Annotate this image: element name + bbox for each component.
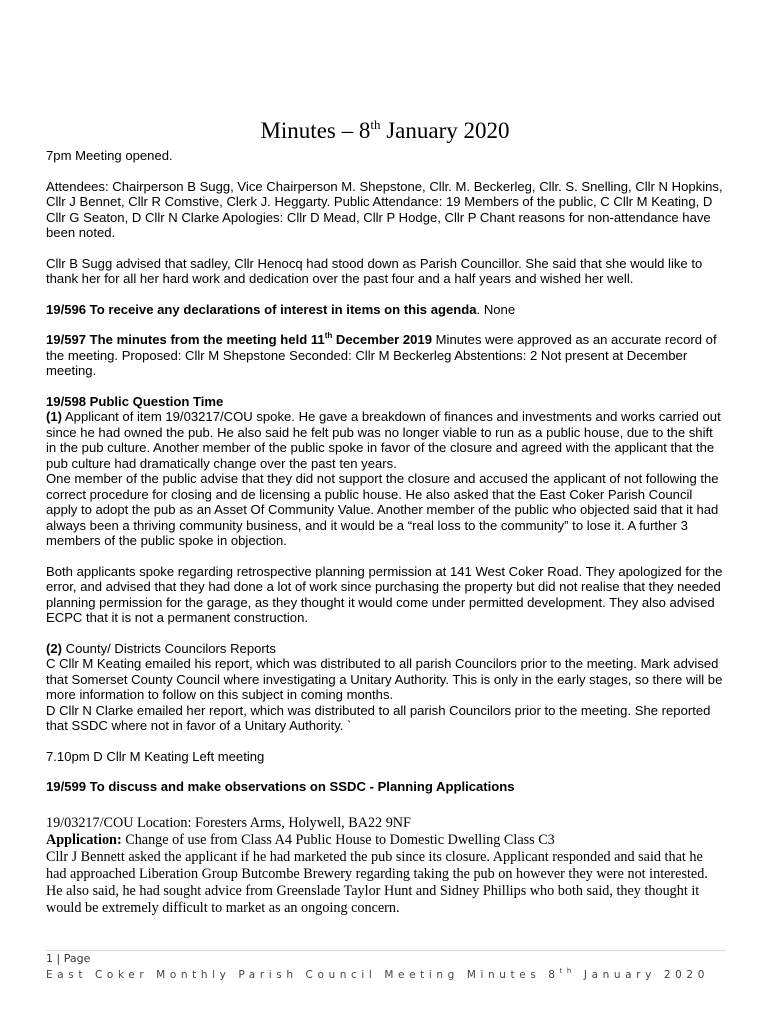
planning-application xyxy=(46,815,726,917)
page-number: 1 xyxy=(46,952,53,965)
item-598-p3 xyxy=(46,641,726,734)
title-sup: th xyxy=(370,117,381,132)
item-598-p1-more: One member of the public advise that they did not support the closure and accused the applicant of not following the correct procedure for closing and de licensing a public house. He also asked that the East Coker Parish Council apply to adopt the pub as an Asset Of Community Value. Another member of the public who objected said that it had always been a thriving community business, and it would be a “real loss to the community” to lose it. A further 3 members of the public spoke in objection. xyxy=(46,471,719,548)
application-text: Change of use from Class A4 Public House to Domestic Dwelling Class C3 xyxy=(121,831,555,848)
title-text-rest: January 2020 xyxy=(380,118,510,143)
minutes-body xyxy=(46,148,726,917)
page-footer xyxy=(46,950,726,983)
page-label: Page xyxy=(63,952,91,965)
attendees: Attendees: Chairperson B Sugg, Vice Chairperson M. Shepstone, Cllr. M. Beckerleg, Cllr. S. Snelling, Cllr N Hopkins, Cllr J Bennet, Cllr R Comstive, Clerk J. Heggarty. Public Attendance: 19 Members of the public, C Cllr M Keating, D Cllr G Seaton, D Cllr N Clarke Apologies: Cllr D Mead, Cllr P Hodge, Cllr P Chant reasons for non-attendance have been noted. xyxy=(46,178,723,240)
page-separator: | xyxy=(53,952,64,965)
item-598-p3-text: County/ Districts Councilors Reports xyxy=(62,640,276,656)
footer-title-a: East Coker Monthly Parish Council Meeting Minutes 8 xyxy=(46,969,560,981)
item-599 xyxy=(46,779,726,795)
item-597-heading-a: 19/597 The minutes from the meeting held 11 xyxy=(46,332,325,347)
page-title xyxy=(0,118,770,144)
page-number-line xyxy=(46,951,726,967)
left-meeting: 7.10pm D Cllr M Keating Left meeting xyxy=(46,748,265,764)
planning-ref: 19/03217/COU Location: Foresters Arms, Holywell, BA22 9NF xyxy=(46,814,411,831)
footer-title-sup: th xyxy=(559,967,576,975)
item-596-heading: 19/596 To receive any declarations of interest in items on this agenda xyxy=(46,301,477,317)
application-discussion: Cllr J Bennett asked the applicant if he had marketed the pub since its closure. Applicant responded and said that he had approached Liberation Group Butcombe Brewery regarding taking the pub on however they were not interested. He also said, he had sought advice from Greenslade Taylor Hunt and Sidney Phillips who both said, they thought it would be extremely difficult to market as an ongoing concern. xyxy=(46,848,708,916)
chair-statement: Cllr B Sugg advised that sadley, Cllr Henocq had stood down as Parish Councillor. She said that she would like to thank her for all her hard work and dedication over the past four and a half years and wished her well. xyxy=(46,255,703,286)
item-597-heading-b: December 2019 xyxy=(332,332,432,347)
item-598-num-2: (2) xyxy=(46,640,63,656)
item-597 xyxy=(46,332,726,379)
item-598-p1-text: Applicant of item 19/03217/COU spoke. He gave a breakdown of finances and investments and works carried out since he had owned the pub. He also said he felt pub was no longer viable to run as a public house, due to the shift in the pub culture. Another member of the public spoke in favor of the closure and agreed with the applicant that the pub culture had dramatically change over the past ten years. xyxy=(46,409,721,471)
item-598 xyxy=(46,394,726,549)
item-596-text: . None xyxy=(476,301,516,317)
application-label: Application: xyxy=(46,831,122,848)
title-text: Minutes – 8 xyxy=(260,118,371,143)
item-597-text: Minutes were approved as an accurate record of the meeting. Proposed: Cllr M Shepstone Seconded: Cllr M Beckerleg Abstentions: 2 Not present at December meeting. xyxy=(46,332,717,378)
meeting-opened: 7pm Meeting opened. xyxy=(46,148,173,163)
item-599-heading: 19/599 To discuss and make observations on SSDC - Planning Applications xyxy=(46,779,515,794)
item-598-p3-line2: C Cllr M Keating emailed his report, which was distributed to all parish Councilors prior to the meeting. Mark advised that Somerset County Council where investigating a Unitary Authority. This is only in the early stages, so there will be more information to follow on this subject in coming months. xyxy=(46,656,723,702)
item-597-sup: th xyxy=(324,331,333,340)
item-598-p2: Both applicants spoke regarding retrospective planning permission at 141 West Coker Road. They apologized for the error, and advised that they had done a lot of work since purchasing the property but did not realise that they needed planning permission for the garage, as they thought it would come under permitted development. They also advised ECPC that it is not a permanent construction. xyxy=(46,563,723,625)
item-597-heading xyxy=(46,332,432,347)
footer-title-b: January 2020 xyxy=(575,969,709,981)
footer-title xyxy=(46,967,726,983)
item-598-heading: 19/598 Public Question Time xyxy=(46,393,224,409)
item-598-p3-line3: D Cllr N Clarke emailed her report, which was distributed to all parish Councilors prior to the meeting. She reported that SSDC where not in favor of a Unitary Authority. ` xyxy=(46,702,711,733)
item-596 xyxy=(46,302,726,318)
item-598-num-1: (1) xyxy=(46,409,63,424)
